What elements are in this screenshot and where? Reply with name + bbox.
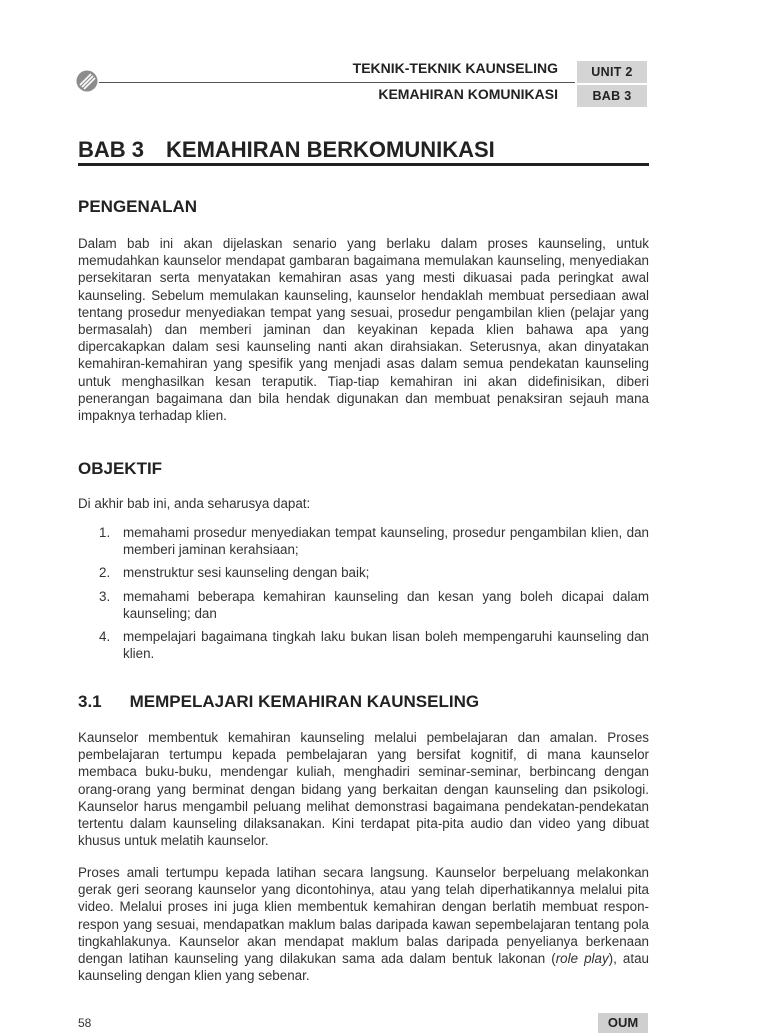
oum-footer-badge: OUM <box>598 1013 648 1033</box>
list-item <box>78 564 649 581</box>
list-item-number: 2. <box>99 565 111 581</box>
list-item-number: 4. <box>99 629 111 645</box>
list-item <box>78 588 649 622</box>
list-item-text: memahami beberapa kemahiran kaunseling dan kesan yang boleh dicapai dalam kaunseling; dan <box>123 588 649 621</box>
chapter-number: BAB 3 <box>78 137 145 162</box>
paragraph-section-3-1-a: Kaunselor membentuk kemahiran kaunseling melalui pembelajaran dan amalan. Proses pembelajaran tertumpu kepada pembelajaran yang bersifat kognitif, di mana kaunselor membaca buku-buku, mendengar kuliah, menghadiri seminar-seminar, berbincang dengan orang-orang yang berminat dengan bidang yang berkaitan dengan kaunseling dan psikologi. Kaunselor harus mengambil peluang melihat demonstrasi bagaimana pendekatan-pendekatan tertentu dalam kaunseling dilaksanakan. Kini terdapat pita-pita audio dan video yang dibuat khusus untuk melatih kaunselor. <box>78 730 649 849</box>
page-number: 58 <box>78 1016 92 1030</box>
section-title: MEMPELAJARI KEMAHIRAN KAUNSELING <box>129 692 480 711</box>
list-item-text: memahami prosedur menyediakan tempat kaunseling, prosedur pengambilan klien, dan memberi jaminan kerahsiaan; <box>123 525 649 558</box>
chapter-name: KEMAHIRAN BERKOMUNIKASI <box>166 137 495 162</box>
chapter-title-rule <box>78 163 649 166</box>
objektif-list <box>78 524 649 662</box>
objektif-intro: Di akhir bab ini, anda seharusya dapat: <box>78 496 311 511</box>
list-item-number: 1. <box>99 525 111 540</box>
paragraph-text: Proses amali tertumpu kepada latihan secara langsung. Kaunselor berpeluang melakonkan gerak geri seorang kaunselor yang dicontohinya, atau yang telah diperhatikannya melalui pita video. Melalui proses ini juga klien membentuk kemahiran dengan berlatih membuat respon-respon yang sesuai, mendapatkan maklum balas daripada kawan sepembelajaran tentang pola tingkahlakunya. Kaunselor akan mendapat maklum balas daripada penyelianya berkenaan dengan latihan kaunseling yang dilakukan sama ada dalam bentuk lakonan ( <box>78 865 649 967</box>
list-item-number: 3. <box>99 588 111 604</box>
paragraph-pengenalan: Dalam bab ini akan dijelaskan senario yang berlaku dalam proses kaunseling, untuk memudahkan kaunselor mendapat gambaran bagaimana memulakan kaunseling, menyediakan persekitaran serta menyatakan kemahiran asas yang mesti dikuasai pada peringkat awal kaunseling. Sebelum memulakan kaunseling, kaunselor hendaklah membuat persediaan awal tentang prosedur menyediakan tempat yang sesuai, prosedur pengambilan klien (pelajar yang bermasalah) dan memberi jaminan dan keyakinan kepada klien bahawa apa yang dipercakapkan dalam sesi kaunseling nanti akan dirahsiakan. Seterusnya, akan dinyatakan kemahiran-kemahiran yang spesifik yang menjadi asas dalam semua pendekatan kaunseling untuk menghasilkan kesan teraputik. Tiap-tiap kemahiran ini akan didefinisikan, diberi penerangan bagaimana dan bila hendak digunakan dan membuat penaksiran sejauh mana impaknya terhadap klien. <box>78 236 649 424</box>
unit-badge: UNIT 2 <box>577 61 647 83</box>
chapter-title <box>78 137 649 163</box>
bab-badge: BAB 3 <box>577 85 647 107</box>
heading-section-3-1 <box>78 692 479 712</box>
header-rule <box>99 82 575 83</box>
list-item <box>78 524 649 558</box>
list-item <box>78 628 649 662</box>
paragraph-italic-text: role play <box>555 951 609 967</box>
header-course-title: TEKNIK-TEKNIK KAUNSELING <box>352 60 558 76</box>
section-number: 3.1 <box>78 692 102 711</box>
paragraph-text: ), atau kaunseling dengan klien yang sebenar. <box>78 951 649 984</box>
header-topic-title: KEMAHIRAN KOMUNIKASI <box>378 86 558 102</box>
heading-objektif: OBJEKTIF <box>78 459 163 478</box>
heading-pengenalan: PENGENALAN <box>78 197 198 216</box>
paragraph-section-3-1-b <box>78 864 649 984</box>
list-item-text: menstruktur sesi kaunseling dengan baik; <box>123 565 370 581</box>
list-item-text: mempelajari bagaimana tingkah laku bukan lisan boleh mempengaruhi kaunseling dan klien. <box>123 629 649 662</box>
oum-logo-icon <box>76 70 98 92</box>
